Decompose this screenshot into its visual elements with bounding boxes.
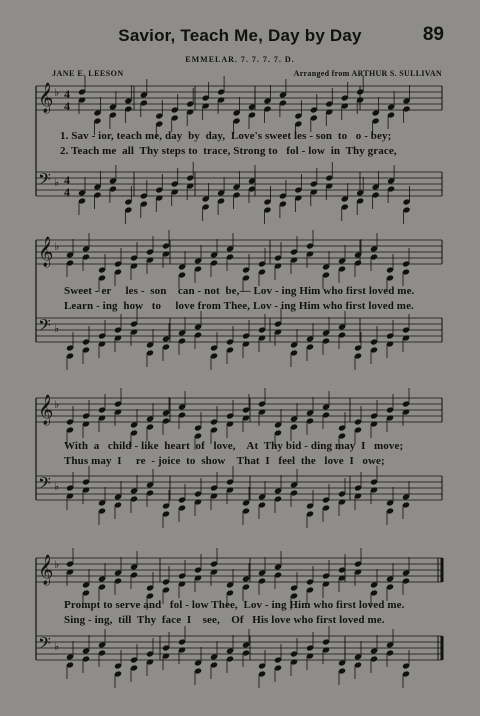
hymn-title: Savior, Teach Me, Day by Day <box>118 26 362 45</box>
system-4-verse-2: Sing - ing, till Thy face I see, Of His love who first loved me. <box>64 614 385 626</box>
tune-name: EMMELAR. 7. 7. 7. 7. D. <box>185 55 295 64</box>
system-3-verse-1: With a child - like heart of love, At Thy bid - ding may I move; <box>64 440 404 452</box>
system-3-verse-2: Thus may I re - joice to show That I feel the love I owe; <box>64 455 385 467</box>
time-signature: 4 <box>64 87 70 101</box>
system-2-verse-2: Learn - ing how to love from Thee, Lov - ing Him who first loved me. <box>64 300 414 312</box>
bass-clef: 𝄢 <box>38 315 51 339</box>
treble-clef: 𝄞 <box>38 395 54 425</box>
bass-clef: 𝄢 <box>38 633 51 657</box>
bass-clef: 𝄢 <box>38 169 51 193</box>
flat-sign: ♭ <box>54 176 60 189</box>
page-number: 89 <box>422 24 444 45</box>
author-credit: JANE E. LEESON <box>52 69 124 78</box>
treble-clef: 𝄞 <box>38 83 54 113</box>
flat-sign: ♭ <box>54 640 60 653</box>
flat-sign: ♭ <box>54 480 60 493</box>
bass-clef: 𝄢 <box>38 473 51 497</box>
time-signature: 4 <box>64 185 70 199</box>
flat-sign: ♭ <box>54 558 60 571</box>
time-signature: 4 <box>64 99 70 113</box>
time-signature: 4 <box>64 173 70 187</box>
system-4-verse-1: Prompt to serve and fol - low Thee, Lov - ing Him who first loved me. <box>64 599 405 611</box>
system-2-verse-1: Sweet - er les - son can - not be,— Lov - ing Him who first loved me. <box>64 285 415 297</box>
flat-sign: ♭ <box>54 398 60 411</box>
system-1-verse-2: 2. Teach me all Thy steps to trace, Strong to fol - low in Thy grace, <box>60 145 397 157</box>
flat-sign: ♭ <box>54 240 60 253</box>
treble-clef: 𝄞 <box>38 555 54 585</box>
treble-clef: 𝄞 <box>38 237 54 267</box>
flat-sign: ♭ <box>54 322 60 335</box>
system-1-verse-1: 1. Sav - ior, teach me, day by day, Love's sweet les - son to o - bey; <box>60 130 392 142</box>
arranger-credit: Arranged from ARTHUR S. SULLIVAN <box>293 69 442 78</box>
flat-sign: ♭ <box>54 86 60 99</box>
